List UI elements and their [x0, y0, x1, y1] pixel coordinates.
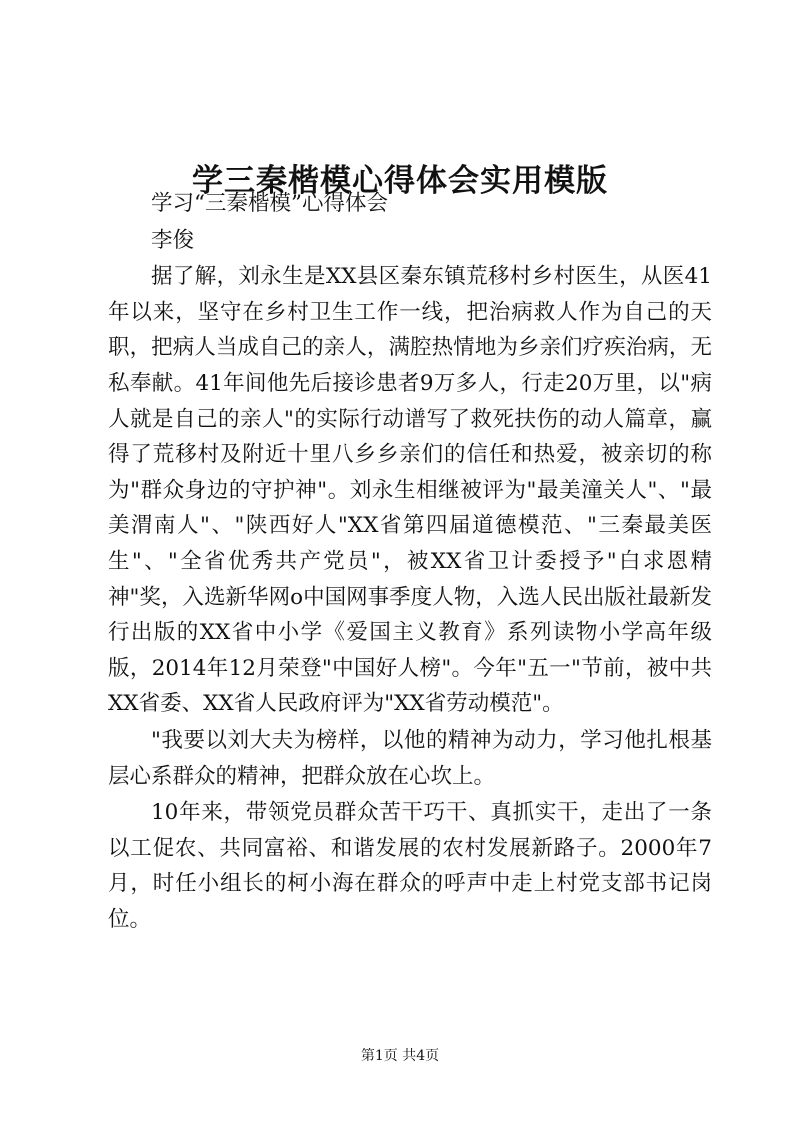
page-number-footer: 第1页 共4页	[360, 1048, 440, 1064]
body-paragraph: 10年来，带领党员群众苦干巧干、真抓实干，走出了一条以工促农、共同富裕、和谐发展的农村发展新路子。2000年7月，时任小组长的柯小海在群众的呼声中走上村党支部书记岗位。	[108, 800, 712, 932]
document-body	[108, 186, 712, 938]
body-paragraph: "我要以刘大夫为榜样，以他的精神为动力，学习他扎根基层心系群众的精神，把群众放在心坎上。	[108, 727, 712, 789]
author-paragraph: 李俊	[151, 227, 195, 253]
subtitle-paragraph: 学习“三秦楷模”心得体会	[151, 191, 388, 216]
body-paragraph: 据了解，刘永生是XX县区秦东镇荒移村乡村医生，从医41年以来，坚守在乡村卫生工作一线，把治病救人作为自己的天职，把病人当成自己的亲人，满腔热情地为乡亲们疗疾治病，无私奉献。41年间他先后接诊患者9万多人，行走20万里，以"病人就是自己的亲人"的实际行动谱写了救死扶伤的动人篇章，赢得了荒移村及附近十里八乡乡亲们的信任和热爱，被亲切的称为"群众身边的守护神"。刘永生相继被评为"最美潼关人"、"最美渭南人"、"陕西好人"XX省第四届道德模范、"三秦最美医生"、"全省优秀共产党员"，被XX省卫计委授予"白求恩精神"奖，入选新华网o中国网事季度人物，入选人民出版社最新发行出版的XX省中小学《爱国主义教育》系列读物小学高年级版，2014年12月荣登"中国好人榜"。今年"五一"节前，被中共XX省委、XX省人民政府评为"XX省劳动模范"。	[108, 264, 712, 717]
page-title: 学三秦楷模心得体会实用模版	[192, 162, 608, 199]
